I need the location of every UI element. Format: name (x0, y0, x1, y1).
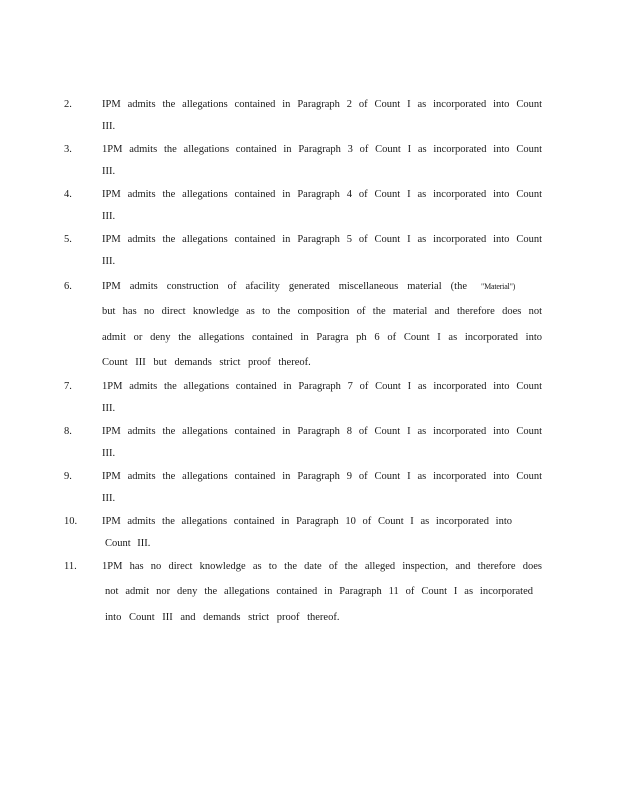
item-number: 2. (64, 99, 72, 110)
item-text-line: 1PM admits the allegations contained in Paragraph 3 of Count I as incorporated into Count (102, 144, 542, 155)
item-text-line: not admit nor deny the allegations contained in Paragraph 11 of Count I as incorporated (105, 586, 533, 597)
item-number: 9. (64, 471, 72, 482)
item-text-line: 1PM admits the allegations contained in Paragraph 7 of Count I as incorporated into Count (102, 381, 542, 392)
item-number: 5. (64, 234, 72, 245)
item-number: 6. (64, 281, 72, 292)
item-text-line: III. (102, 448, 116, 459)
item-text-line: but has no direct knowledge as to the composition of the material and therefore does not (102, 306, 542, 317)
item-text-line: III. (102, 166, 116, 177)
item-number: 7. (64, 381, 72, 392)
item-text-line: IPM admits the allegations contained in Paragraph 9 of Count I as incorporated into Count (102, 471, 542, 482)
item-text-line: into Count III and demands strict proof thereof. (105, 612, 340, 623)
item-number: 3. (64, 144, 72, 155)
item-text-line: admit or deny the allegations contained in Paragra ph 6 of Count I as incorporated into (102, 332, 542, 343)
item-text-line: III. (102, 121, 116, 132)
item-text-line: III. (102, 211, 116, 222)
item-number: 11. (64, 561, 77, 572)
item-text-line: III. (102, 403, 116, 414)
item-text-line: IPM admits the allegations contained in Paragraph 4 of Count I as incorporated into Count (102, 189, 542, 200)
item-number: 4. (64, 189, 72, 200)
item-text-line: III. (102, 256, 116, 267)
item-text-line: III. (102, 493, 116, 504)
item-text-line: IPM admits the allegations contained in Paragraph 10 of Count I as incorporated into (102, 516, 512, 527)
item-text-line: IPM admits the allegations contained in Paragraph 8 of Count I as incorporated into Count (102, 426, 542, 437)
item-text-line: IPM admits construction of afacility generated miscellaneous material (the (102, 281, 467, 292)
item-number: 10. (64, 516, 78, 527)
item-text-line: Count III but demands strict proof thereof. (102, 357, 311, 368)
item-text-line: IPM admits the allegations contained in Paragraph 2 of Count I as incorporated into Count (102, 99, 542, 110)
item-text-line: IPM admits the allegations contained in Paragraph 5 of Count I as incorporated into Count (102, 234, 542, 245)
item-text-line: 1PM has no direct knowledge as to the date of the alleged inspection, and therefore does (102, 561, 542, 572)
material-term: "Material") (481, 282, 516, 291)
item-number: 8. (64, 426, 72, 437)
item-text-line: Count III. (105, 538, 151, 549)
